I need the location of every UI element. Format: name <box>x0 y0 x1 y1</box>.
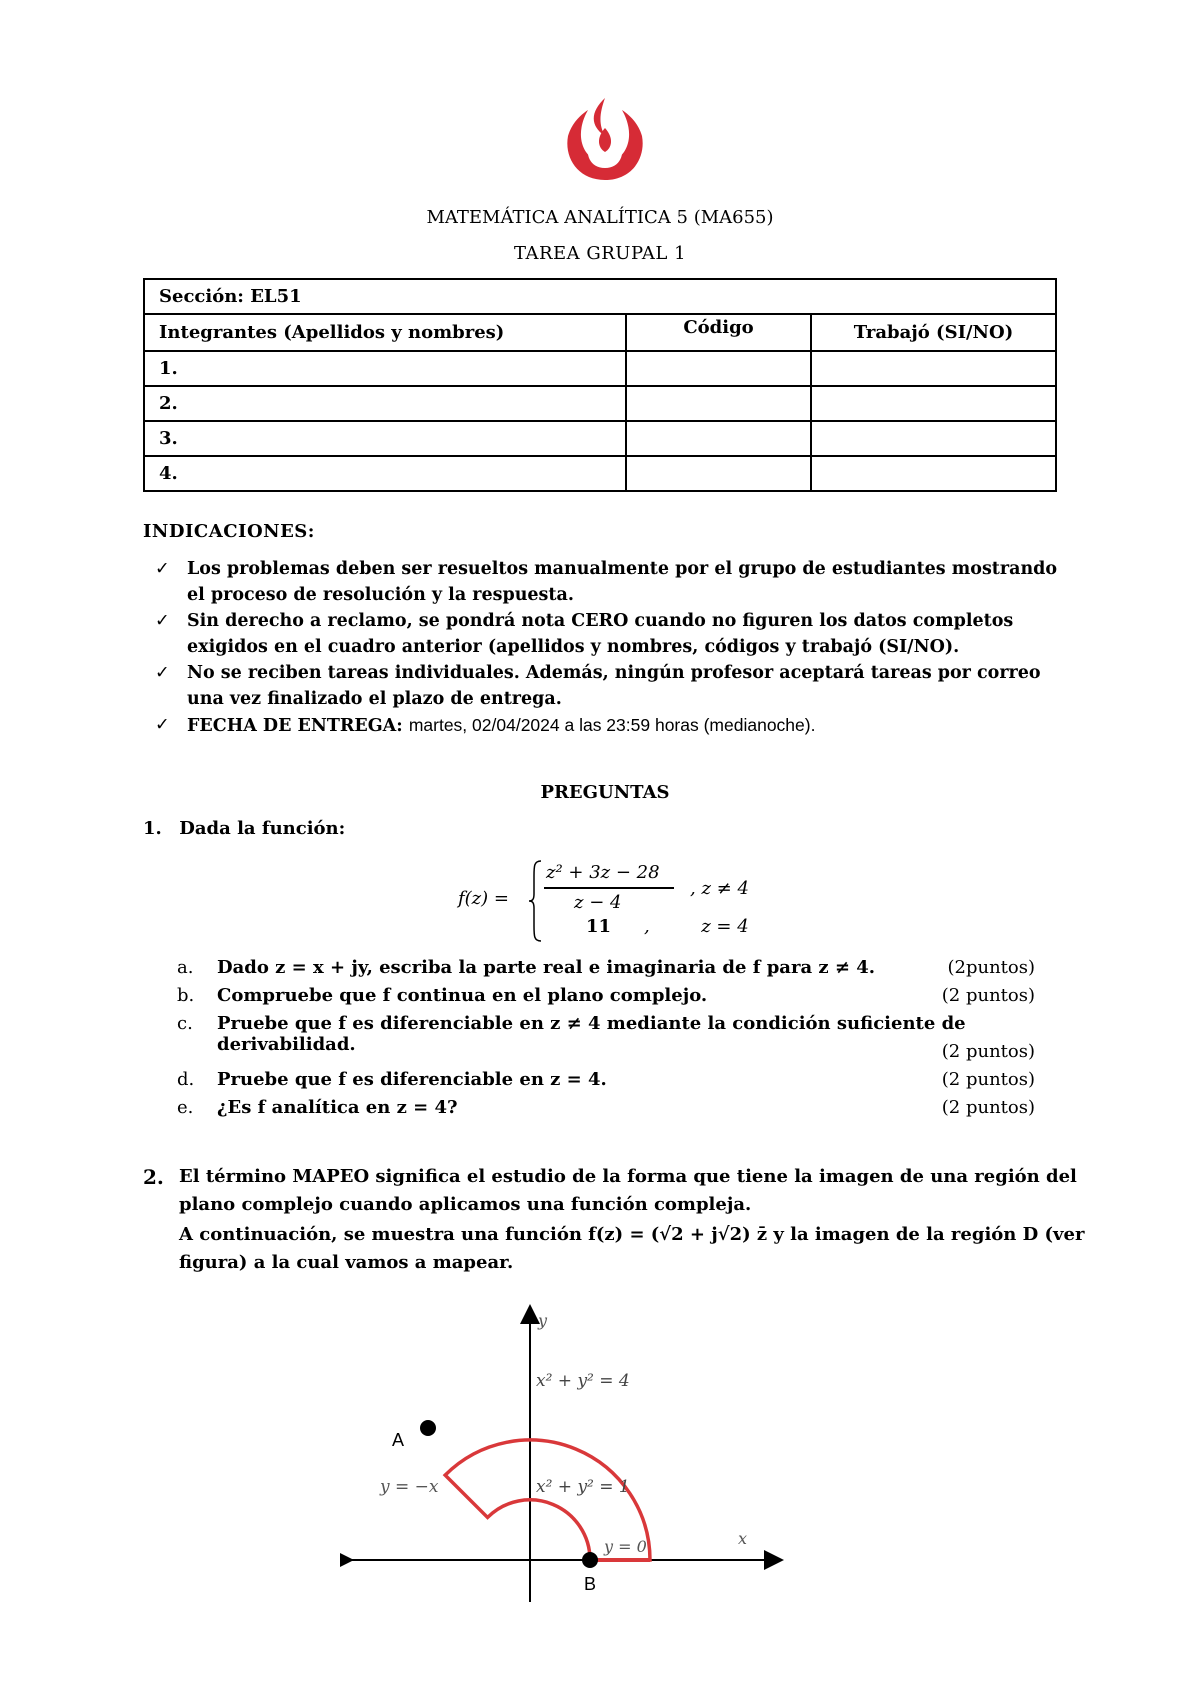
piecewise-formula <box>458 858 798 948</box>
code-cell[interactable] <box>626 421 811 456</box>
x-axis-label: x <box>738 1529 748 1548</box>
table-row <box>144 386 1056 421</box>
university-logo <box>560 92 650 182</box>
fraction-bar <box>544 887 674 889</box>
case2-value: 11 <box>586 916 612 937</box>
numerator: z² + 3z − 28 <box>546 862 660 883</box>
worked-cell[interactable] <box>811 421 1056 456</box>
course-title: MATEMÁTICA ANALÍTICA 5 (MA655) <box>426 207 774 228</box>
question-text: Dada la función: <box>179 818 346 839</box>
deadline-label: FECHA DE ENTREGA: <box>187 716 403 736</box>
instruction-text: Sin derecho a reclamo, se pondrá nota CERO cuando no figuren los datos completos exigidos en el cuadro anterior (apellidos y nombres, códigos y trabajó (SI/NO). <box>187 611 1014 657</box>
member-cell[interactable]: 4. <box>144 456 626 491</box>
code-cell[interactable] <box>626 456 811 491</box>
question-1-prompt <box>143 818 345 839</box>
code-cell[interactable] <box>626 351 811 386</box>
point-a-marker <box>420 1420 436 1436</box>
worked-header: Trabajó (SI/NO) <box>811 314 1056 351</box>
worked-cell[interactable] <box>811 456 1056 491</box>
question-1-parts <box>177 957 1057 1125</box>
members-header <box>144 314 626 351</box>
part-label: c. <box>177 1013 193 1034</box>
list-item <box>177 985 1057 1013</box>
formula-lhs: f(z) = <box>458 888 509 909</box>
checkmark-icon: ✓ <box>155 559 170 579</box>
member-cell[interactable]: 2. <box>144 386 626 421</box>
question-number: 1. <box>143 818 162 839</box>
part-points: (2 puntos) <box>941 1097 1035 1118</box>
denominator: z − 4 <box>574 892 622 913</box>
question-text <box>179 1163 1093 1277</box>
list-item <box>155 712 1075 739</box>
case2-condition: , z = 4 <box>644 916 749 937</box>
questions-title: PREGUNTAS <box>540 782 670 803</box>
brace-icon <box>528 860 542 942</box>
question-line: El término MAPEO significa el estudio de la forma que tiene la imagen de una región del plano complejo cuando aplicamos una función compleja. <box>179 1166 1077 1215</box>
checkmark-icon: ✓ <box>155 611 170 631</box>
list-item <box>155 608 1075 660</box>
deadline-value: martes, 02/04/2024 a las 23:59 horas (medianoche). <box>408 715 816 735</box>
list-item <box>177 957 1057 985</box>
part-label: a. <box>177 957 194 978</box>
section-cell: Sección: EL51 <box>144 279 1056 314</box>
part-text: Pruebe que f es diferenciable en z = 4. <box>217 1069 607 1090</box>
part-text: Dado z = x + jy, escriba la parte real e imaginaria de f para z ≠ 4. <box>217 957 876 978</box>
code-header: Código <box>626 314 811 351</box>
code-cell[interactable] <box>626 386 811 421</box>
checkmark-icon: ✓ <box>155 663 170 683</box>
members-header-label: Integrantes (Apellidos y nombres) <box>159 322 505 343</box>
checkmark-icon: ✓ <box>155 715 170 735</box>
point-a-label: A <box>392 1430 405 1450</box>
case1-condition: , z ≠ 4 <box>690 878 749 899</box>
instruction-text: Los problemas deben ser resueltos manualmente por el grupo de estudiantes mostrando el proceso de resolución y la respuesta. <box>187 559 1058 605</box>
group-members-table <box>143 278 1057 492</box>
instructions-title: INDICACIONES: <box>143 521 315 542</box>
y-axis-label: y <box>538 1311 548 1330</box>
part-text: Pruebe que f es diferenciable en z ≠ 4 mediante la condición suficiente de derivabilidad. <box>217 1013 966 1055</box>
inner-circle-label: x² + y² = 1 <box>536 1477 630 1497</box>
part-text: Compruebe que f continua en el plano complejo. <box>217 985 708 1006</box>
part-label: b. <box>177 985 195 1006</box>
question-line: A continuación, se muestra una función f(z) = (√2 + j√2) z̄ y la imagen de la región D (ver figura) a la cual vamos a mapear. <box>179 1224 1085 1273</box>
part-points: (2puntos) <box>947 957 1035 978</box>
list-item <box>155 556 1075 608</box>
part-points: (2 puntos) <box>941 985 1035 1006</box>
question-2 <box>143 1163 1093 1277</box>
list-item <box>177 1097 1057 1125</box>
list-item <box>177 1069 1057 1097</box>
region-figure <box>340 1300 800 1620</box>
instruction-text: No se reciben tareas individuales. Además, ningún profesor aceptará tareas por correo una vez finalizado el plazo de entrega. <box>187 663 1041 709</box>
part-label: e. <box>177 1097 194 1118</box>
table-row <box>144 421 1056 456</box>
axis-segment-label: y = 0 <box>604 1537 647 1556</box>
outer-circle-label: x² + y² = 4 <box>536 1371 630 1391</box>
part-points: (2 puntos) <box>941 1041 1035 1062</box>
worked-cell[interactable] <box>811 386 1056 421</box>
point-b-label: B <box>584 1574 597 1594</box>
table-row <box>144 456 1056 491</box>
part-points: (2 puntos) <box>941 1069 1035 1090</box>
list-item <box>155 660 1075 712</box>
assignment-title: TAREA GRUPAL 1 <box>513 243 687 264</box>
worked-cell[interactable] <box>811 351 1056 386</box>
instructions-list <box>155 556 1075 739</box>
line-label: y = −x <box>380 1477 439 1497</box>
member-cell[interactable]: 1. <box>144 351 626 386</box>
part-text: ¿Es f analítica en z = 4? <box>217 1097 458 1118</box>
point-b-marker <box>582 1552 598 1568</box>
table-row <box>144 351 1056 386</box>
question-number: 2. <box>143 1165 164 1189</box>
list-item <box>177 1041 1057 1069</box>
member-cell[interactable]: 3. <box>144 421 626 456</box>
part-label: d. <box>177 1069 195 1090</box>
